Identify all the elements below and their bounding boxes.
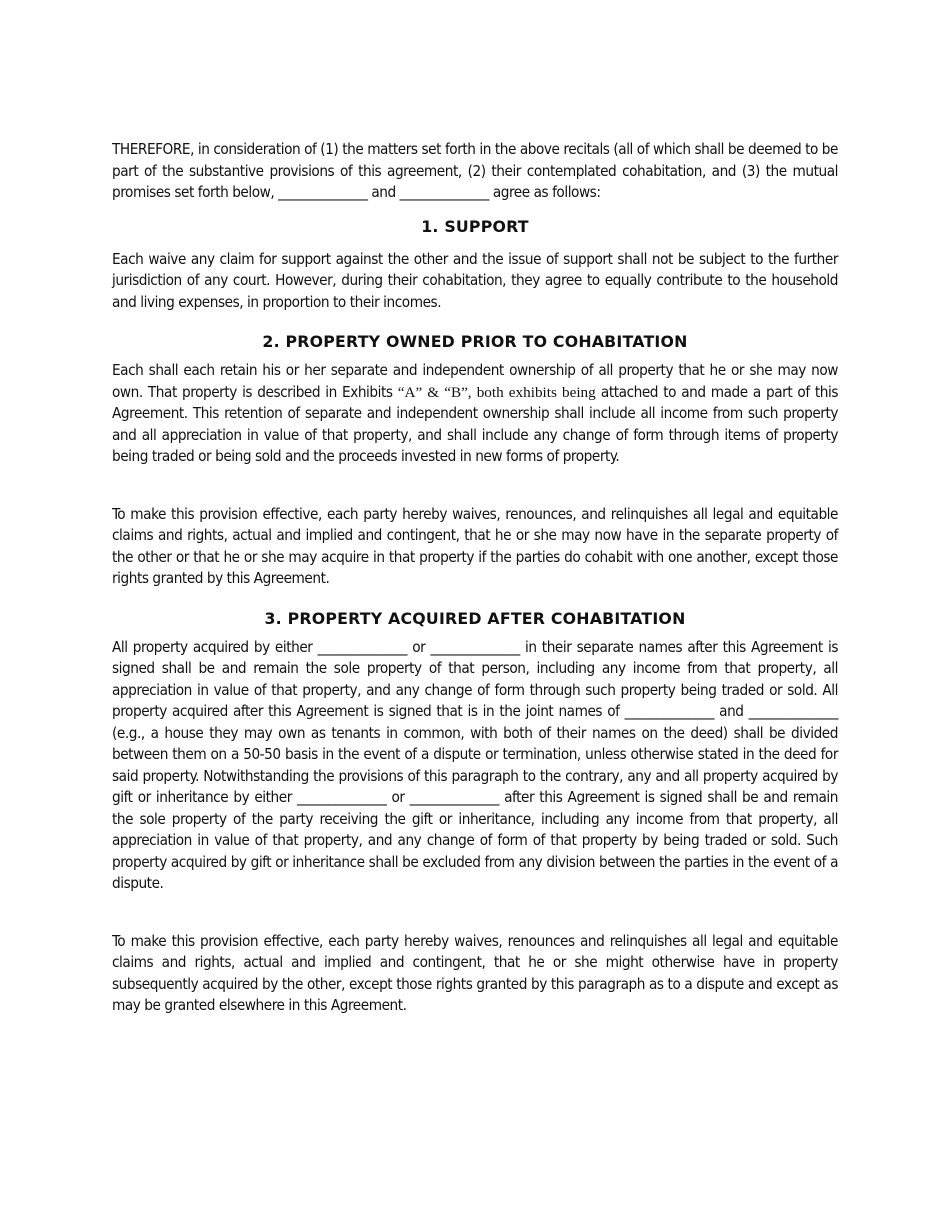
section-heading-property-owned-prior: 2. PROPERTY OWNED PRIOR TO COHABITATION (262, 332, 688, 351)
spacer (112, 204, 838, 216)
spacer (112, 629, 838, 637)
spacer (112, 313, 838, 331)
property-acquired-paragraph-2: To make this provision effective, each party hereby waives, renounces and relinquishes all legal and equitable claims and rights, actual and implied and contingent, that he or she might otherwise have in property subsequently acquired by the other, except those rights granted by this paragraph as to a dispute and except as may be granted elsewhere in this Agreement. (112, 931, 838, 1014)
property-acquired-paragraph-1: All property acquired by either ______________ or ______________ in their separate names after this Agreement is signed shall be and remain the sole property of that person, including any income from that property, all appreciation in value of that property, and any change of form through such property being traded or sold. All property acquired after this Agreement is signed that is in the joint names of ______________ and ______________ (e.g., a house they may own as tenants in common, with both of their names on the deed) shall be divided between them on a 50-50 basis in the event of a dispute or termination, unless otherwise stated in the deed for said property. Notwithstanding the provisions of this paragraph to the contrary, any and all property acquired by gift or inheritance by either ______________ or ______________ after this Agreement is signed shall be and remain the sole property of the party receiving the gift or inheritance, including any income from that property, all appreciation in value of that property, and any change of form of that property by being traded or sold. Such property acquired by gift or inheritance shall be excluded from any division between the parties in the event of a dispute. (112, 637, 838, 892)
document-page (112, 139, 838, 1017)
property-owned-text-end: attached to and made a part of this Agreement. This retention of separate and independent ownership shall include all income from such property and all appreciation in value of that property, and shall include any change of form through items of property being traded or being sold and the proceeds invested in new forms of property. (112, 382, 838, 465)
exhibits-reference: “A” & “B”, both exhibits being (397, 383, 596, 401)
property-owned-paragraph-2: To make this provision effective, each party hereby waives, renounces, and relinquishes all legal and equitable claims and rights, actual and implied and contingent, that he or she may now have in the separate property of the other or that he or she may acquire in that property if the parties do cohabit with one another, except those rights granted by this Agreement. (112, 504, 838, 587)
spacer (112, 468, 838, 504)
property-owned-text-start: Each shall each retain his or her separate and independent ownership of all property that he or she may now own. That property is described in Exhibits (112, 361, 838, 401)
spacer (112, 590, 838, 608)
property-owned-paragraph-1 (112, 360, 838, 468)
section-heading-property-acquired-after: 3. PROPERTY ACQUIRED AFTER COHABITATION (264, 608, 686, 628)
intro-paragraph: THEREFORE, in consideration of (1) the matters set forth in the above recitals (all of which shall be deemed to be part of the substantive provisions of this agreement, (2) their contemplated cohabitation, and (3) the mutual promises set forth below, ______________ and ______________ agree as follows: (112, 140, 838, 201)
section-heading-support: 1. SUPPORT (421, 216, 529, 236)
spacer (112, 895, 838, 931)
support-paragraph: Each waive any claim for support against the other and the issue of support shall not be subject to the further jurisdiction of any court. However, during their cohabitation, they agree to equally contribute to the household and living expenses, in proportion to their incomes. (112, 249, 838, 311)
spacer (112, 237, 838, 249)
spacer (112, 352, 838, 360)
